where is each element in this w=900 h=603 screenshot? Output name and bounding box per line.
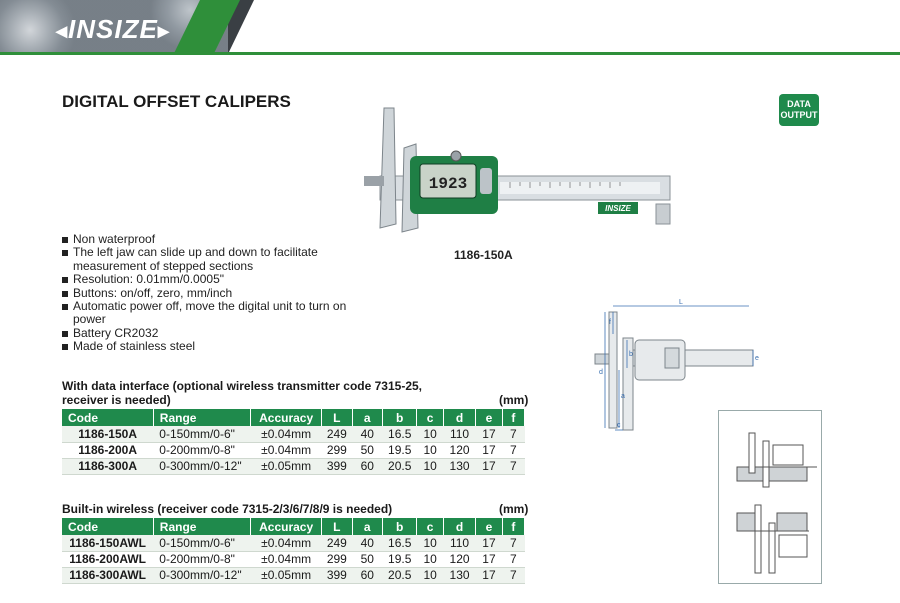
column-header-a: a	[352, 518, 382, 535]
table-cell: 120	[443, 442, 475, 458]
feature-item: Automatic power off, move the digital unit to turn on power	[62, 300, 352, 327]
column-header-code: Code	[62, 518, 153, 535]
table-cell: 17	[476, 458, 502, 474]
feature-item: Non waterproof	[62, 233, 352, 246]
table-cell: 20.5	[382, 567, 416, 583]
badge-line-2: OUTPUT	[780, 110, 818, 120]
brand-logo: ◂INSIZE▸	[56, 14, 170, 44]
table-cell: 7	[502, 442, 524, 458]
table-cell: 16.5	[382, 426, 416, 442]
table-cell: 0-200mm/0-8"	[153, 551, 250, 567]
table2-unit: (mm)	[499, 502, 529, 516]
dim-label-e: e	[755, 355, 759, 362]
table-cell: 7	[502, 458, 524, 474]
table-cell: 40	[352, 426, 382, 442]
table-cell: 10	[417, 426, 443, 442]
dim-label-d: d	[599, 369, 603, 376]
table-cell: ±0.04mm	[251, 426, 322, 442]
cell-code: 1186-150AWL	[62, 535, 153, 551]
column-header-code: Code	[62, 409, 153, 426]
table-cell: 120	[443, 551, 475, 567]
table-cell: 130	[443, 458, 475, 474]
table-cell: ±0.04mm	[251, 535, 322, 551]
dim-label-a: a	[621, 393, 625, 400]
cell-code: 1186-300A	[62, 458, 153, 474]
table-cell: 110	[443, 535, 475, 551]
header-rule	[0, 52, 900, 55]
table-cell: 0-150mm/0-6"	[153, 535, 250, 551]
column-header-range: Range	[153, 409, 250, 426]
table-row	[62, 426, 525, 442]
table-cell: 10	[417, 442, 443, 458]
column-header-f: f	[502, 518, 524, 535]
table-cell: 40	[352, 535, 382, 551]
table-cell: 399	[322, 458, 352, 474]
table-row	[62, 535, 525, 551]
table-cell: 10	[417, 551, 443, 567]
column-header-c: c	[417, 409, 443, 426]
table-cell: ±0.05mm	[251, 567, 322, 583]
table1-title: With data interface (optional wireless transmitter code 7315-25, receiver is needed)	[62, 379, 422, 407]
table-cell: 17	[476, 442, 502, 458]
column-header-b: b	[382, 409, 416, 426]
spec-table-built-in-wireless	[62, 518, 525, 584]
page-title: DIGITAL OFFSET CALIPERS	[62, 92, 291, 111]
table-cell: ±0.05mm	[251, 458, 322, 474]
column-header-l: L	[322, 409, 352, 426]
product-model-label: 1186-150A	[454, 248, 513, 262]
cell-code: 1186-200A	[62, 442, 153, 458]
column-header-d: d	[443, 518, 475, 535]
dim-label-f: f	[609, 319, 611, 326]
column-header-range: Range	[153, 518, 250, 535]
table-row	[62, 567, 525, 583]
page-header	[0, 0, 900, 56]
table-cell: 7	[502, 567, 524, 583]
table-row	[62, 551, 525, 567]
table-cell: 10	[417, 567, 443, 583]
table-cell: 299	[322, 442, 352, 458]
table-cell: 0-300mm/0-12"	[153, 458, 250, 474]
dim-label-b: b	[629, 351, 633, 358]
column-header-accuracy: Accuracy	[251, 409, 322, 426]
table2-title: Built-in wireless (receiver code 7315-2/3/6/7/8/9 is needed)	[62, 502, 393, 516]
table-cell: ±0.04mm	[251, 551, 322, 567]
table-cell: 10	[417, 535, 443, 551]
data-output-badge	[779, 94, 819, 126]
table-cell: 17	[476, 535, 502, 551]
table-cell: 399	[322, 567, 352, 583]
table-cell: 19.5	[382, 442, 416, 458]
table-cell: 19.5	[382, 551, 416, 567]
table-row	[62, 458, 525, 474]
application-illustration	[718, 410, 822, 584]
feature-item: Battery CR2032	[62, 327, 352, 340]
table-cell: 20.5	[382, 458, 416, 474]
display-reading: 1923	[428, 175, 468, 193]
table-cell: 249	[322, 426, 352, 442]
feature-item: Buttons: on/off, zero, mm/inch	[62, 287, 352, 300]
feature-item: Resolution: 0.01mm/0.0005"	[62, 273, 352, 286]
table-row	[62, 442, 525, 458]
badge-line-1: DATA	[787, 99, 811, 109]
table-cell: 7	[502, 426, 524, 442]
table-cell: 60	[352, 567, 382, 583]
table-cell: 10	[417, 458, 443, 474]
table-cell: 17	[476, 426, 502, 442]
application-drawing	[719, 411, 823, 585]
feature-item: The left jaw can slide up and down to facilitate measurement of stepped sections	[62, 246, 352, 273]
dim-label-L: L	[679, 299, 683, 306]
caliper-product-image	[360, 104, 680, 244]
table-header-row	[62, 518, 525, 535]
table-cell: 50	[352, 551, 382, 567]
feature-item: Made of stainless steel	[62, 340, 352, 353]
beam-brand-label: INSIZE	[605, 204, 631, 213]
cell-code: 1186-200AWL	[62, 551, 153, 567]
table-cell: 7	[502, 535, 524, 551]
column-header-accuracy: Accuracy	[251, 518, 322, 535]
table-cell: 249	[322, 535, 352, 551]
column-header-e: e	[476, 409, 502, 426]
cell-code: 1186-300AWL	[62, 567, 153, 583]
table-cell: 16.5	[382, 535, 416, 551]
table-cell: 0-200mm/0-8"	[153, 442, 250, 458]
table-cell: 110	[443, 426, 475, 442]
cell-code: 1186-150A	[62, 426, 153, 442]
column-header-a: a	[352, 409, 382, 426]
table-cell: 7	[502, 551, 524, 567]
column-header-e: e	[476, 518, 502, 535]
table1-unit: (mm)	[499, 393, 529, 407]
table-cell: 60	[352, 458, 382, 474]
column-header-c: c	[417, 518, 443, 535]
table-cell: 0-150mm/0-6"	[153, 426, 250, 442]
table-cell: ±0.04mm	[251, 442, 322, 458]
table-header-row	[62, 409, 525, 426]
table-cell: 50	[352, 442, 382, 458]
spec-table-data-interface	[62, 409, 525, 475]
table-cell: 17	[476, 567, 502, 583]
table-cell: 0-300mm/0-12"	[153, 567, 250, 583]
feature-list	[62, 233, 352, 354]
dim-label-c: c	[617, 422, 621, 429]
table-cell: 17	[476, 551, 502, 567]
table-cell: 299	[322, 551, 352, 567]
column-header-b: b	[382, 518, 416, 535]
column-header-l: L	[322, 518, 352, 535]
table-cell: 130	[443, 567, 475, 583]
column-header-d: d	[443, 409, 475, 426]
column-header-f: f	[502, 409, 524, 426]
